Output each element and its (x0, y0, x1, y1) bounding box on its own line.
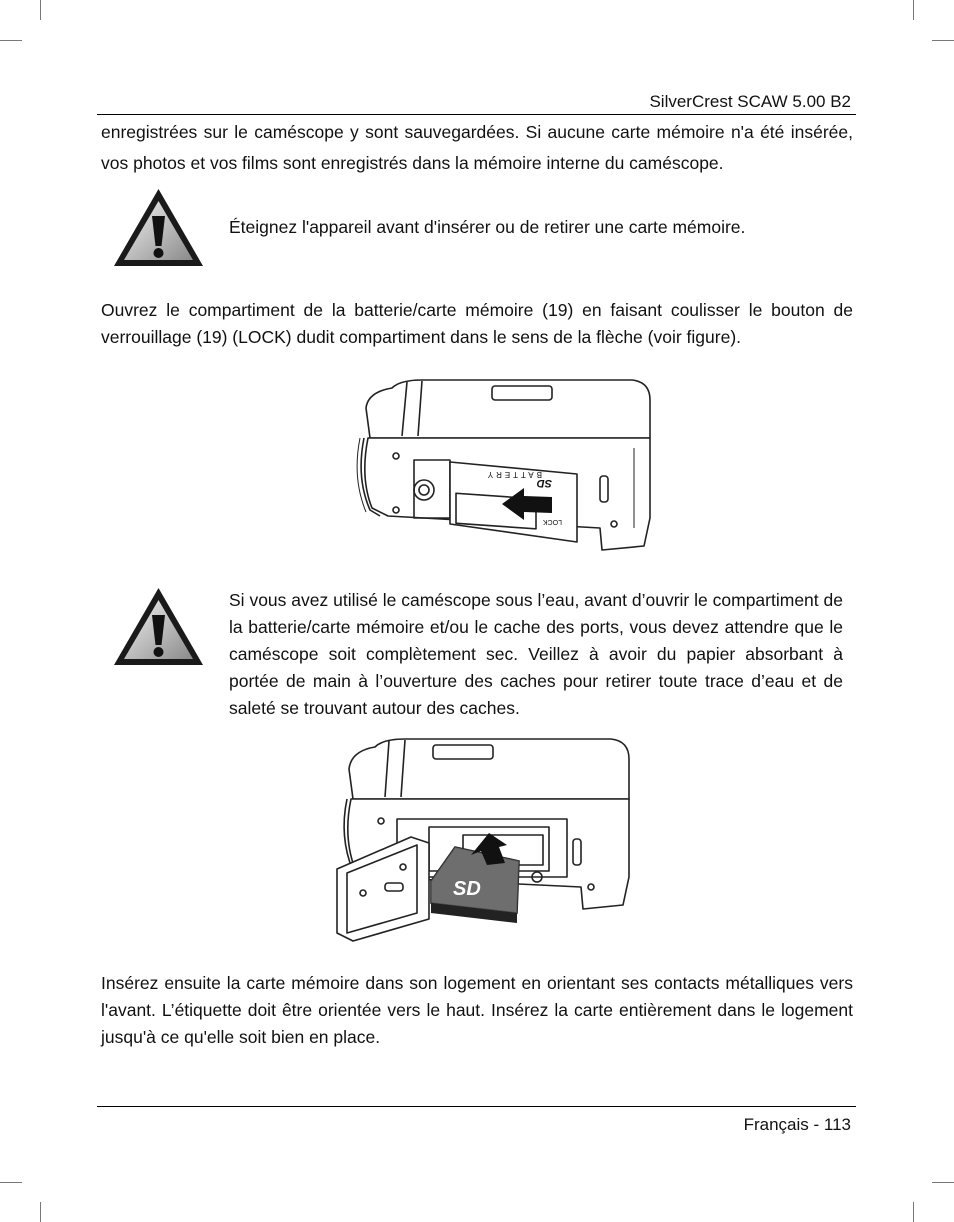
crop-mark (932, 1182, 954, 1183)
sd-card-label: SD (453, 878, 481, 900)
crop-mark (0, 1182, 22, 1183)
footer-page-label: Français - 113 (743, 1115, 851, 1134)
crop-mark (0, 40, 22, 41)
footer-rule (97, 1106, 856, 1107)
open-compartment-paragraph: Ouvrez le compartiment de la batterie/carte mémoire (19) en faisant coulisser le bouton de verrouillage (19) (LOCK) dudit compartiment dans le sens de la flèche (voir figure). (101, 300, 853, 347)
camera-battery-illustration (352, 378, 658, 556)
intro-paragraph: enregistrées sur le caméscope y sont sauvegardées. Si aucune carte mémoire n'a été insérée, vos photos et vos films sont enregistrés dans la mémoire interne du caméscope. (101, 122, 853, 173)
warning-1 (111, 186, 206, 270)
insert-card-paragraph: Insérez ensuite la carte mémoire dans son logement en orientant ses contacts métalliques vers l'avant. L’étiquette doit être orientée vers le haut. Insérez la carte entièrement dans le logement jusqu'à ce qu'elle soit bien en place. (101, 973, 853, 1047)
battery-label: BATTERY (484, 470, 542, 479)
warning-triangle-icon (111, 585, 206, 669)
crop-mark (40, 1202, 41, 1222)
warning-triangle-icon (111, 186, 206, 270)
sd-label: SD (536, 477, 552, 489)
warning-1-text: Éteignez l'appareil avant d'insérer ou de retirer une carte mémoire. (229, 217, 746, 237)
header-title: SilverCrest SCAW 5.00 B2 (649, 92, 851, 111)
warning-2-text: Si vous avez utilisé le caméscope sous l’eau, avant d’ouvrir le compartiment de la batterie/carte mémoire et/ou le cache des ports, vous devez attendre que le caméscope soit complètement sec. Veillez à avoir du papier absorbant à portée de main à l’ouverture des caches pour retirer toute trace d’eau et de saleté se trouvant autour des caches. (229, 590, 843, 718)
warning-2 (111, 585, 206, 669)
crop-mark (913, 0, 914, 20)
camera-sd-illustration (333, 737, 635, 943)
lock-label: LOCK (542, 518, 562, 525)
crop-mark (913, 1202, 914, 1222)
crop-mark (40, 0, 41, 20)
figure-camera-sd-insert (333, 737, 635, 943)
header-rule (97, 114, 856, 115)
crop-mark (932, 40, 954, 41)
figure-camera-battery-lock (352, 378, 658, 556)
